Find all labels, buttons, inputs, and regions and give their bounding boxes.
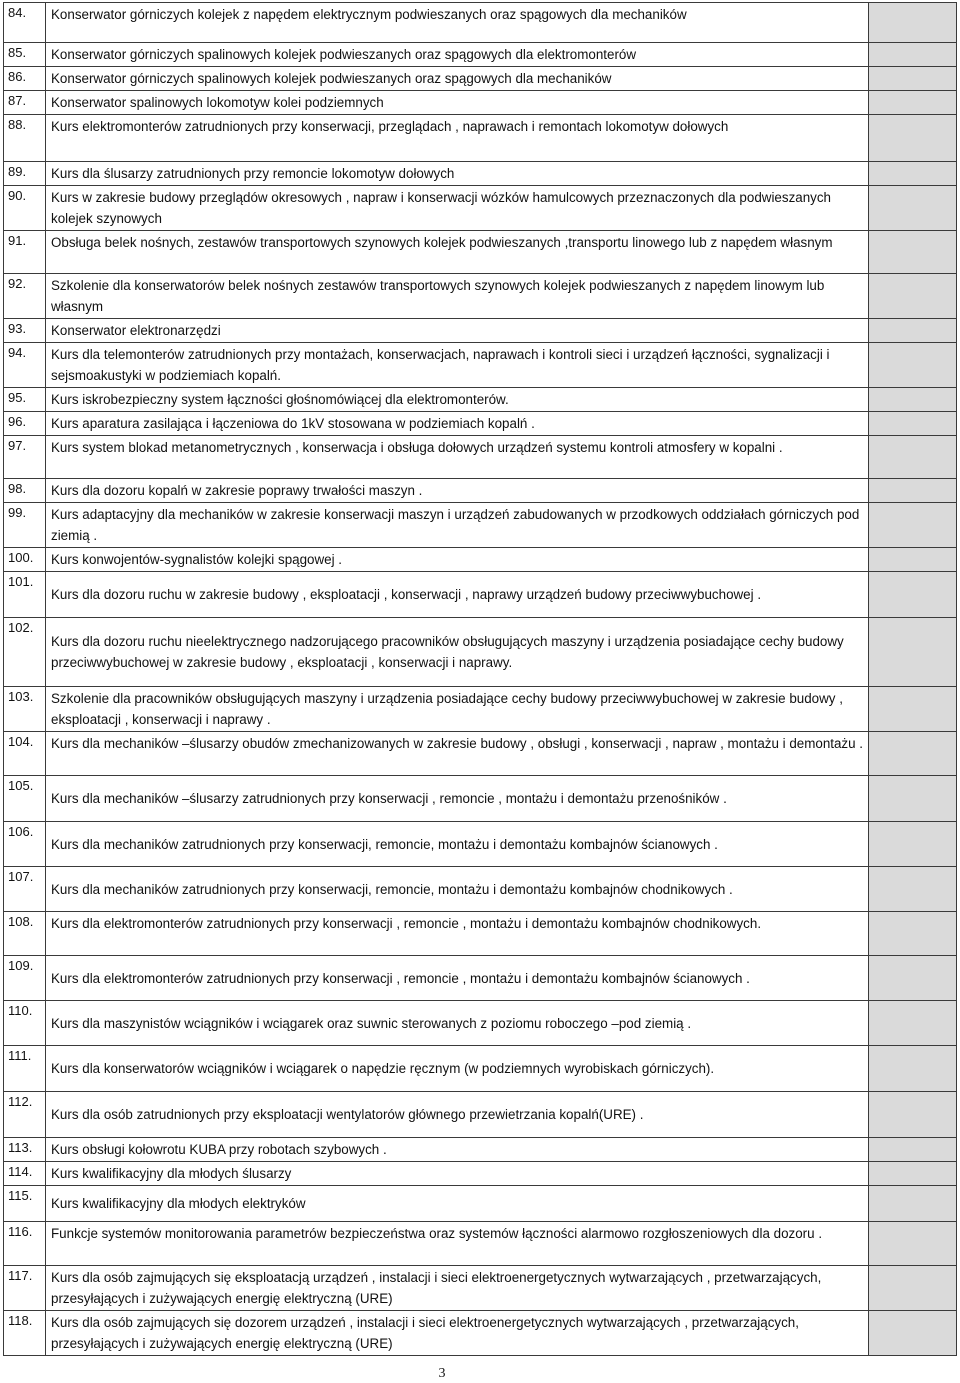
- row-number: 108.: [4, 912, 46, 956]
- row-number: 88.: [4, 115, 46, 162]
- course-title: Funkcje systemów monitorowania parametrów bezpieczeństwa oraz systemów łączności alarmowo rozgłoszeniowych dla dozoru .: [46, 1222, 869, 1266]
- shaded-cell: [869, 115, 957, 162]
- table-row: [4, 388, 957, 412]
- row-number: 100.: [4, 548, 46, 572]
- course-title: Kurs konwojentów-sygnalistów kolejki spągowej .: [46, 548, 869, 572]
- shaded-cell: [869, 43, 957, 67]
- table-row: [4, 867, 957, 912]
- table-row: [4, 343, 957, 388]
- shaded-cell: [869, 1092, 957, 1138]
- course-title: Kurs dla konserwatorów wciągników i wciągarek o napędzie ręcznym (w podziemnych wyrobiskach górniczych).: [46, 1046, 869, 1092]
- row-number: 104.: [4, 732, 46, 776]
- course-title: Konserwator górniczych kolejek z napędem elektrycznym podwieszanych oraz spągowych dla mechaników: [46, 3, 869, 43]
- table-row: [4, 231, 957, 274]
- table-row: [4, 186, 957, 231]
- course-title: Kurs dla elektromonterów zatrudnionych przy konserwacji , remoncie , montażu i demontażu kombajnów ścianowych .: [46, 956, 869, 1001]
- course-table: [3, 2, 957, 1356]
- row-number: 103.: [4, 687, 46, 732]
- table-row: [4, 956, 957, 1001]
- row-number: 92.: [4, 274, 46, 319]
- shaded-cell: [869, 687, 957, 732]
- course-title: Obsługa belek nośnych, zestawów transportowych szynowych kolejek podwieszanych ,transportu linowego lub z napędem własnym: [46, 231, 869, 274]
- table-row: [4, 1311, 957, 1356]
- course-title: Kurs dla osób zajmujących się eksploatacją urządzeń , instalacji i sieci elektroenergetycznych wytwarzających , przetwarzających, przesyłających i zużywających energię elektryczną (URE): [46, 1266, 869, 1311]
- row-number: 84.: [4, 3, 46, 43]
- course-title: Szkolenie dla konserwatorów belek nośnych zestawów transportowych szynowych kolejek podwieszanych z napędem linowym lub własnym: [46, 274, 869, 319]
- row-number: 106.: [4, 822, 46, 867]
- row-number: 118.: [4, 1311, 46, 1356]
- row-number: 112.: [4, 1092, 46, 1138]
- shaded-cell: [869, 343, 957, 388]
- course-title: Kurs dla mechaników –ślusarzy obudów zmechanizowanych w zakresie budowy , obsługi , konserwacji , napraw , montażu i demontażu .: [46, 732, 869, 776]
- shaded-cell: [869, 319, 957, 343]
- row-number: 114.: [4, 1162, 46, 1186]
- course-title: Kurs obsługi kołowrotu KUBA przy robotach szybowych .: [46, 1138, 869, 1162]
- shaded-cell: [869, 274, 957, 319]
- shaded-cell: [869, 956, 957, 1001]
- row-number: 107.: [4, 867, 46, 912]
- course-title: Kurs dla elektromonterów zatrudnionych przy konserwacji , remoncie , montażu i demontażu kombajnów chodnikowych.: [46, 912, 869, 956]
- shaded-cell: [869, 91, 957, 115]
- table-row: [4, 1162, 957, 1186]
- shaded-cell: [869, 436, 957, 479]
- course-title: Kurs dla dozoru ruchu w zakresie budowy , eksploatacji , konserwacji , naprawy urządzeń budowy przeciwwybuchowej .: [46, 572, 869, 618]
- row-number: 94.: [4, 343, 46, 388]
- row-number: 98.: [4, 479, 46, 503]
- table-row: [4, 548, 957, 572]
- row-number: 113.: [4, 1138, 46, 1162]
- shaded-cell: [869, 1266, 957, 1311]
- shaded-cell: [869, 1162, 957, 1186]
- shaded-cell: [869, 618, 957, 687]
- row-number: 85.: [4, 43, 46, 67]
- course-title: Kurs dla telemonterów zatrudnionych przy montażach, konserwacjach, naprawach i kontroli sieci i urządzeń łączności, sygnalizacji i sejsmoakustyki w podziemiach kopalń.: [46, 343, 869, 388]
- course-title: Konserwator górniczych spalinowych kolejek podwieszanych oraz spągowych dla mechaników: [46, 67, 869, 91]
- course-title: Kurs aparatura zasilająca i łączeniowa do 1kV stosowana w podziemiach kopalń .: [46, 412, 869, 436]
- table-row: [4, 1001, 957, 1046]
- table-row: [4, 67, 957, 91]
- shaded-cell: [869, 572, 957, 618]
- course-title: Szkolenie dla pracowników obsługujących maszyny i urządzenia posiadające cechy budowy przeciwwybuchowej w zakresie budowy , eksploatacji , konserwacji i naprawy .: [46, 687, 869, 732]
- course-title: Kurs adaptacyjny dla mechaników w zakresie konserwacji maszyn i urządzeń zabudowanych w przodkowych oddziałach górniczych pod ziemią .: [46, 503, 869, 548]
- course-title: Konserwator spalinowych lokomotyw kolei podziemnych: [46, 91, 869, 115]
- row-number: 116.: [4, 1222, 46, 1266]
- table-row: [4, 3, 957, 43]
- row-number: 109.: [4, 956, 46, 1001]
- table-row: [4, 319, 957, 343]
- table-row: [4, 1266, 957, 1311]
- page-number: 3: [438, 1366, 446, 1381]
- table-row: [4, 1138, 957, 1162]
- shaded-cell: [869, 162, 957, 186]
- row-number: 111.: [4, 1046, 46, 1092]
- shaded-cell: [869, 1311, 957, 1356]
- table-row: [4, 274, 957, 319]
- course-title: Kurs system blokad metanometrycznych , konserwacja i obsługa dołowych urządzeń systemu kontroli atmosfery w kopalni .: [46, 436, 869, 479]
- course-rows: [4, 3, 957, 1356]
- row-number: 99.: [4, 503, 46, 548]
- course-title: Konserwator górniczych spalinowych kolejek podwieszanych oraz spągowych dla elektromonterów: [46, 43, 869, 67]
- shaded-cell: [869, 412, 957, 436]
- shaded-cell: [869, 732, 957, 776]
- table-row: [4, 776, 957, 822]
- shaded-cell: [869, 67, 957, 91]
- table-row: [4, 412, 957, 436]
- table-row: [4, 572, 957, 618]
- table-row: [4, 822, 957, 867]
- shaded-cell: [869, 1186, 957, 1222]
- course-title: Kurs dla maszynistów wciągników i wciągarek oraz suwnic sterowanych z poziomu roboczego –pod ziemią .: [46, 1001, 869, 1046]
- course-title: Kurs dla dozoru ruchu nieelektrycznego nadzorującego pracowników obsługujących maszyny i urządzenia posiadające cechy budowy przeciwwybuchowej w zakresie budowy , eksploatacji , konserwacji i naprawy.: [46, 618, 869, 687]
- shaded-cell: [869, 1138, 957, 1162]
- shaded-cell: [869, 1222, 957, 1266]
- course-title: Kurs dla mechaników zatrudnionych przy konserwacji, remoncie, montażu i demontażu kombajnów ścianowych .: [46, 822, 869, 867]
- row-number: 95.: [4, 388, 46, 412]
- course-title: Kurs dla mechaników zatrudnionych przy konserwacji, remoncie, montażu i demontażu kombajnów chodnikowych .: [46, 867, 869, 912]
- row-number: 97.: [4, 436, 46, 479]
- course-title: Kurs dla osób zajmujących się dozorem urządzeń , instalacji i sieci elektroenergetycznych wytwarzających , przetwarzających, przesyłających i zużywających energię elektryczną (URE): [46, 1311, 869, 1356]
- shaded-cell: [869, 867, 957, 912]
- row-number: 89.: [4, 162, 46, 186]
- course-title: Kurs elektromonterów zatrudnionych przy konserwacji, przeglądach , naprawach i remontach lokomotyw dołowych: [46, 115, 869, 162]
- row-number: 90.: [4, 186, 46, 231]
- row-number: 87.: [4, 91, 46, 115]
- row-number: 101.: [4, 572, 46, 618]
- course-title: Kurs dla osób zatrudnionych przy eksploatacji wentylatorów głównego przewietrzania kopalń(URE) .: [46, 1092, 869, 1138]
- table-row: [4, 162, 957, 186]
- shaded-cell: [869, 231, 957, 274]
- course-title: Kurs dla mechaników –ślusarzy zatrudnionych przy konserwacji , remoncie , montażu i demontażu przenośników .: [46, 776, 869, 822]
- shaded-cell: [869, 388, 957, 412]
- shaded-cell: [869, 503, 957, 548]
- table-row: [4, 912, 957, 956]
- shaded-cell: [869, 3, 957, 43]
- table-row: [4, 436, 957, 479]
- table-row: [4, 91, 957, 115]
- course-title: Kurs dla ślusarzy zatrudnionych przy remoncie lokomotyw dołowych: [46, 162, 869, 186]
- shaded-cell: [869, 912, 957, 956]
- row-number: 117.: [4, 1266, 46, 1311]
- table-row: [4, 503, 957, 548]
- shaded-cell: [869, 776, 957, 822]
- shaded-cell: [869, 822, 957, 867]
- course-title: Kurs w zakresie budowy przeglądów okresowych , napraw i konserwacji wózków hamulcowych przeznaczonych dla podwieszanych kolejek szynowych: [46, 186, 869, 231]
- row-number: 86.: [4, 67, 46, 91]
- row-number: 102.: [4, 618, 46, 687]
- shaded-cell: [869, 186, 957, 231]
- course-title: Kurs kwalifikacyjny dla młodych elektryków: [46, 1186, 869, 1222]
- row-number: 115.: [4, 1186, 46, 1222]
- row-number: 93.: [4, 319, 46, 343]
- table-row: [4, 1046, 957, 1092]
- table-row: [4, 732, 957, 776]
- table-row: [4, 687, 957, 732]
- table-row: [4, 115, 957, 162]
- row-number: 91.: [4, 231, 46, 274]
- table-row: [4, 479, 957, 503]
- row-number: 105.: [4, 776, 46, 822]
- table-row: [4, 1186, 957, 1222]
- shaded-cell: [869, 1046, 957, 1092]
- table-row: [4, 43, 957, 67]
- table-row: [4, 1092, 957, 1138]
- course-title: Konserwator elektronarzędzi: [46, 319, 869, 343]
- shaded-cell: [869, 1001, 957, 1046]
- shaded-cell: [869, 479, 957, 503]
- table-row: [4, 1222, 957, 1266]
- course-title: Kurs dla dozoru kopalń w zakresie poprawy trwałości maszyn .: [46, 479, 869, 503]
- row-number: 110.: [4, 1001, 46, 1046]
- course-title: Kurs kwalifikacyjny dla młodych ślusarzy: [46, 1162, 869, 1186]
- shaded-cell: [869, 548, 957, 572]
- table-row: [4, 618, 957, 687]
- course-title: Kurs iskrobezpieczny system łączności głośnomówiącej dla elektromonterów.: [46, 388, 869, 412]
- row-number: 96.: [4, 412, 46, 436]
